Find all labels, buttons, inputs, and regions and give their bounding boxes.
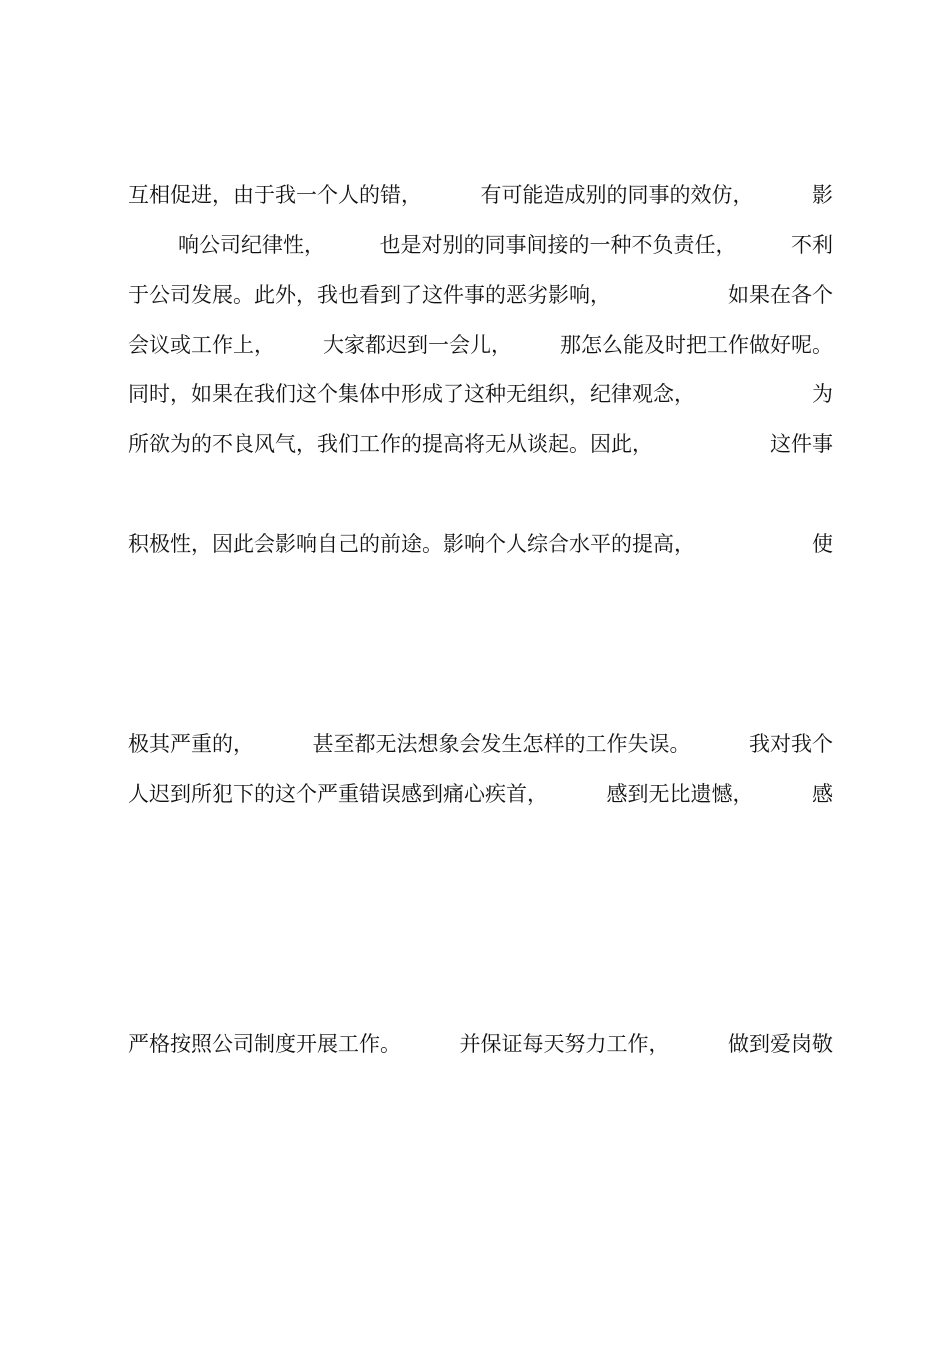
text-line [128, 1077, 833, 1111]
section-heading [178, 877, 833, 911]
text-line [178, 927, 833, 961]
text-segment: 极其严重的， [128, 732, 254, 756]
text-segment: 积极性，因此会影响自己的前途。影响个人综合水平的提高， [128, 532, 695, 556]
text-segment: 并保证每天努力工作， [459, 1032, 670, 1056]
text-line [128, 427, 833, 461]
text-line [128, 377, 833, 411]
text-line [128, 677, 833, 711]
text-segment: 感到无比遗憾， [606, 782, 754, 806]
text-line [128, 977, 833, 1011]
text-line [128, 727, 833, 761]
text-segment: 为 [812, 382, 833, 406]
text-segment: 同时，如果在我们这个集体中形成了这种无组织，纪律观念， [128, 382, 695, 406]
text-segment: 于公司发展。此外，我也看到了这件事的恶劣影响， [128, 283, 611, 307]
text-line [178, 228, 833, 262]
text-line [128, 827, 833, 861]
text-segment: 这件事 [770, 432, 833, 456]
text-segment: 感 [812, 782, 833, 806]
text-line [128, 1027, 833, 1061]
text-line [128, 627, 833, 661]
text-segment: 大家都迟到一会儿， [323, 333, 512, 357]
text-line [128, 1127, 833, 1161]
text-line [128, 178, 833, 212]
text-segment: 互相促进，由于我一个人的错， [128, 183, 422, 207]
text-line [128, 328, 833, 362]
text-segment: 那怎么能及时把工作做好呢。 [560, 333, 833, 357]
text-line [128, 527, 833, 561]
text-segment: 严格按照公司制度开展工作。 [128, 1032, 401, 1056]
text-segment: 做到爱岗敬 [728, 1032, 833, 1056]
text-segment: 所欲为的不良风气，我们工作的提高将无从谈起。因此， [128, 432, 653, 456]
text-segment: 人迟到所犯下的这个严重错误感到痛心疾首， [128, 782, 548, 806]
text-line [128, 477, 833, 511]
text-line [128, 577, 833, 611]
text-segment: 响公司纪律性， [178, 233, 325, 257]
text-segment: 如果在各个 [728, 283, 833, 307]
text-segment: 甚至都无法想象会发生怎样的工作失误。 [312, 732, 691, 756]
text-segment: 不利 [791, 233, 833, 257]
text-segment: 会议或工作上， [128, 333, 275, 357]
text-segment: 有可能造成别的同事的效仿， [480, 183, 754, 207]
text-line [128, 278, 833, 312]
text-segment: 使 [812, 532, 833, 556]
text-segment: 也是对别的同事间接的一种不负责任， [379, 233, 737, 257]
text-segment: 影 [812, 183, 833, 207]
text-line [128, 777, 833, 811]
text-segment: 我对我个 [749, 732, 833, 756]
